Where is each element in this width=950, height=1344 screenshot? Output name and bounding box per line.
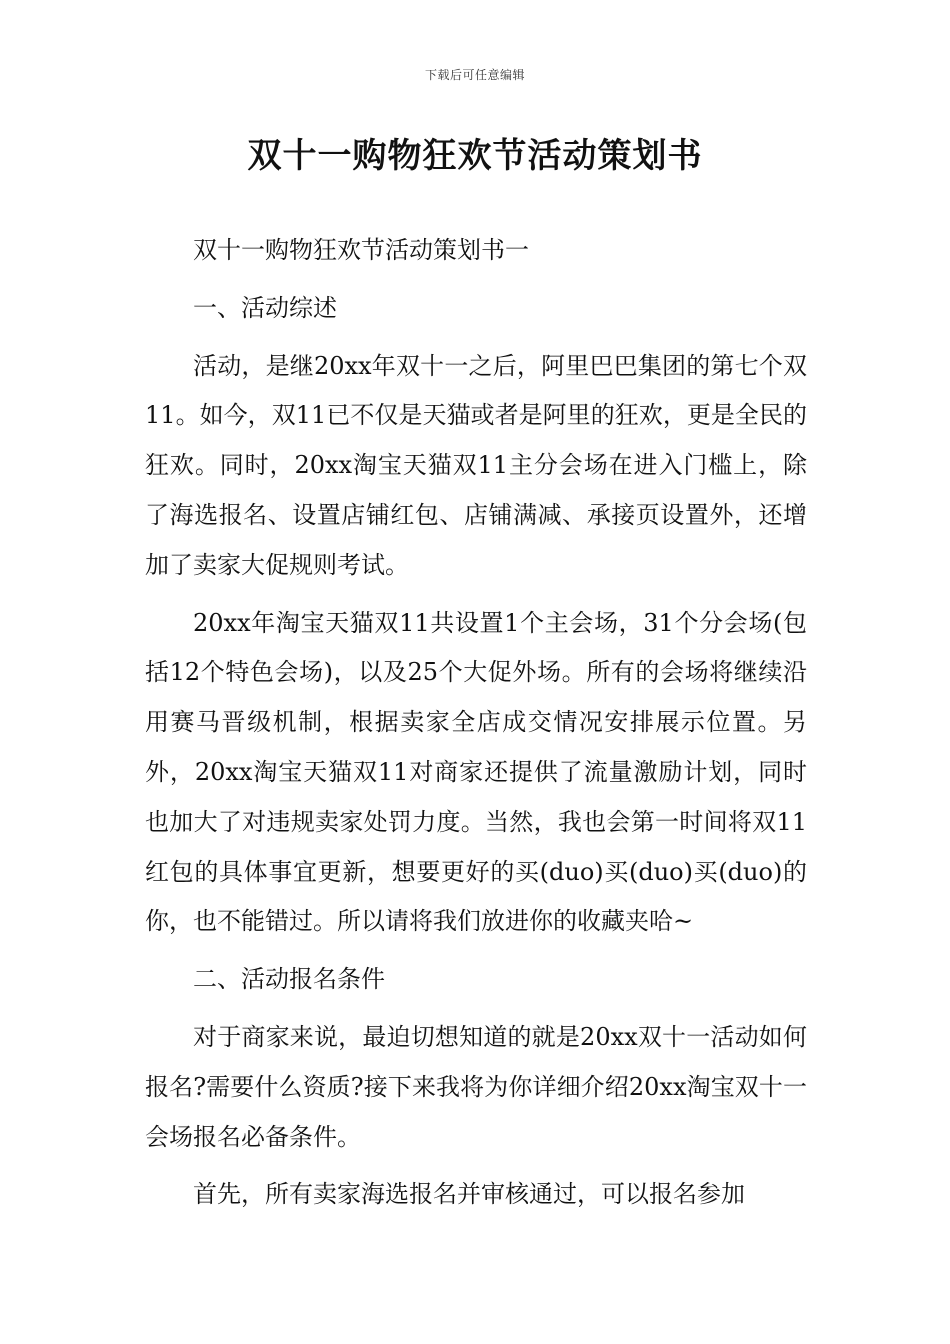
document-title: 双十一购物狂欢节活动策划书 xyxy=(247,136,703,176)
paragraph: 首先，所有卖家海选报名并审核通过，可以报名参加 xyxy=(193,1180,745,1209)
section-heading-1: 一、活动综述 xyxy=(193,293,337,322)
section-heading-2: 二、活动报名条件 xyxy=(193,965,385,994)
paragraph: 活动，是继20xx年双十一之后，阿里巴巴集团的第七个双11。如今，双11已不仅是天猫或者是阿里的狂欢，更是全民的狂欢。同时，20xx淘宝天猫双11主分会场在进入门槛上，除了海选报名、设置店铺红包、店铺满减、承接页设置外，还增加了卖家大促规则考试。 xyxy=(145,351,807,579)
header-note: 下载后可任意编辑 xyxy=(424,68,525,82)
document-body xyxy=(145,226,807,1220)
paragraph-subtitle: 双十一购物狂欢节活动策划书一 xyxy=(193,236,529,264)
paragraph: 20xx年淘宝天猫双11共设置1个主会场，31个分会场(包括12个特色会场)，以及25个大促外场。所有的会场将继续沿用赛马晋级机制，根据卖家全店成交情况安排展示位置。另外，20xx淘宝天猫双11对商家还提供了流量激励计划，同时也加大了对违规卖家处罚力度。当然，我也会第一时间将双11红包的具体事宜更新，想要更好的买(duo)买(duo)买(duo)的你，也不能错过。所以请将我们放进你的收藏夹哈~ xyxy=(145,608,807,936)
paragraph: 对于商家来说，最迫切想知道的就是20xx双十一活动如何报名?需要什么资质?接下来我将为你详细介绍20xx淘宝双十一会场报名必备条件。 xyxy=(145,1022,807,1151)
